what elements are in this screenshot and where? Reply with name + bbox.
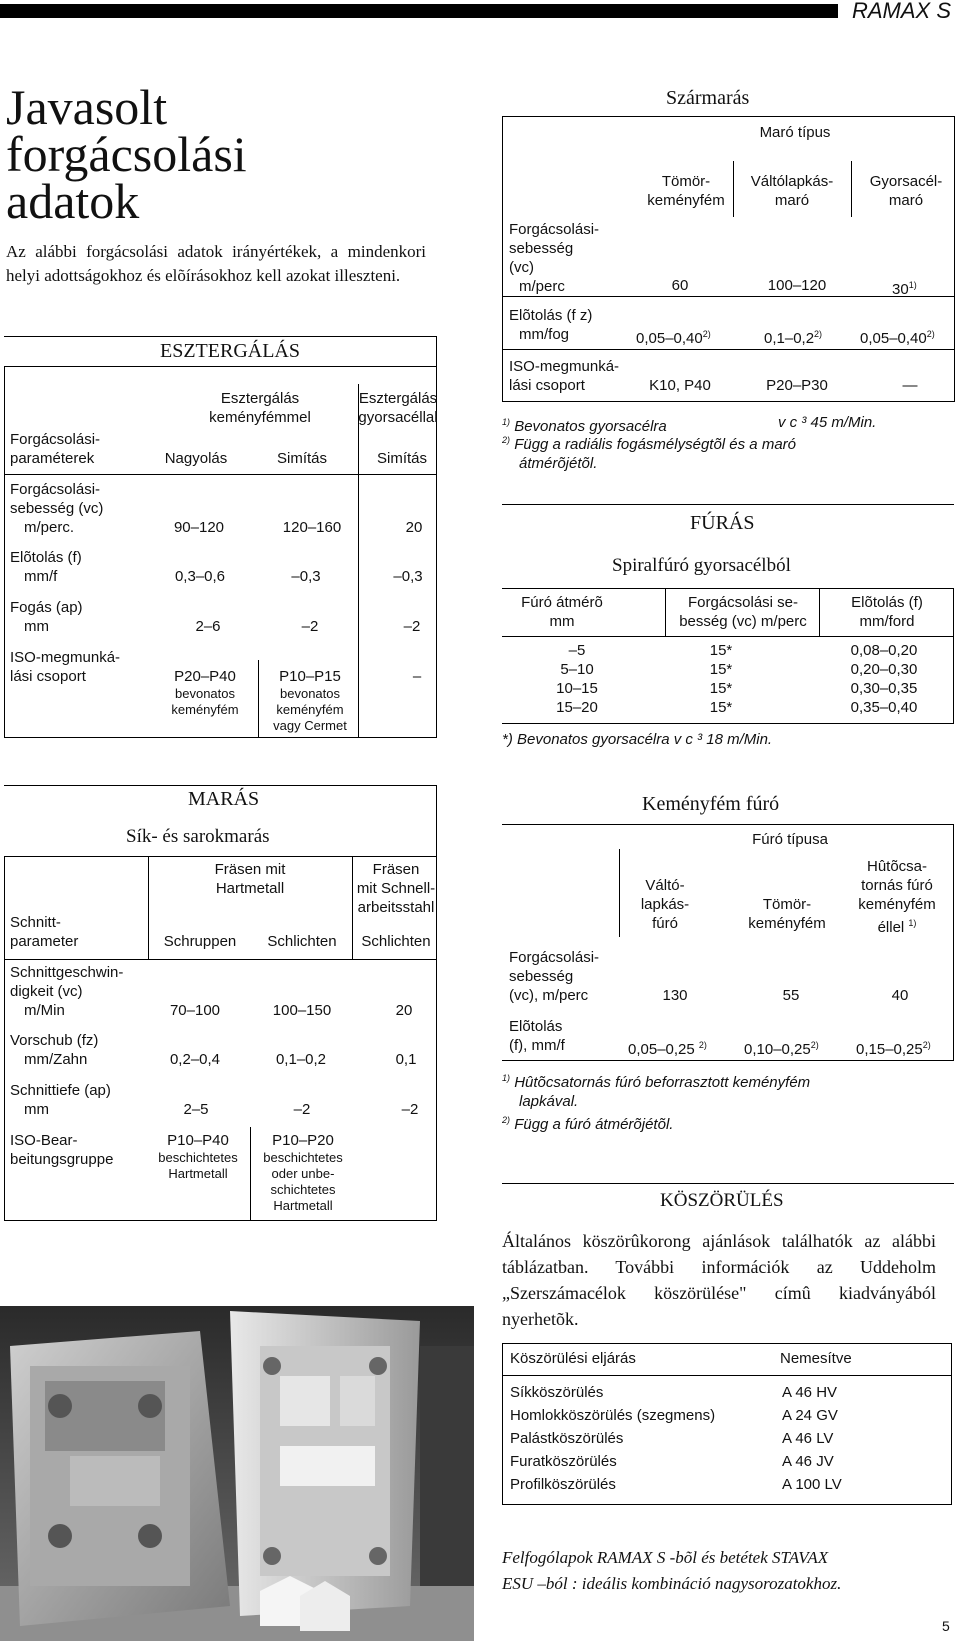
kemenyfem-col-3: Hûtõcsa- tornás fúró keményfém éllel $^{1)}$ bbox=[858, 858, 936, 936]
szarmaras-row1-label: Forgácsolási- sebesség (vc) m/perc bbox=[509, 221, 600, 295]
eszterga-row2-v1: 0,3–0,6 bbox=[174, 568, 226, 585]
furas-diam: –5 5–10 10–15 15–20 bbox=[556, 642, 598, 716]
maras-row1-v1: 70–100 bbox=[169, 1002, 221, 1019]
szarmaras-row1-v1: 60 bbox=[671, 277, 689, 294]
eszterga-row2-v2: –0,3 bbox=[291, 568, 321, 585]
table-row: Síkköszörülés bbox=[510, 1384, 604, 1401]
koszorules-text: Általános köszörûkorong ajánlások találhatók az alábbi táblázatban. További információk az Uddeholm „Szerszámacélok köszörülése" címû kiadványából nyerhetõk. bbox=[502, 1231, 936, 1329]
maras-sub-1: Schruppen bbox=[163, 933, 237, 950]
maras-row3-v2: –2 bbox=[293, 1101, 311, 1118]
kemenyfem-row2-v3: 0,15–0,25$^{2)}$ bbox=[856, 1040, 931, 1058]
kemenyfem-footnote-1: $^{1)}$ Hûtõcsatornás fúró beforrasztott keményfém lapkával. bbox=[502, 1073, 811, 1110]
title-line-2: forgácsolási bbox=[6, 126, 247, 182]
page-title bbox=[6, 79, 247, 229]
eszterga-row4-label: ISO-megmunká- lási csoport bbox=[10, 649, 121, 685]
szarmaras-row2-v3: 0,05–0,40$^{2)}$ bbox=[860, 329, 935, 347]
table-row: Profilköszörülés bbox=[510, 1476, 616, 1493]
maras-row2-label: Vorschub (fz) mm/Zahn bbox=[10, 1032, 99, 1068]
header-bar bbox=[0, 4, 838, 18]
eszterga-row4-c: – bbox=[412, 668, 422, 685]
eszterga-row2-label: Elõtolás (f) mm/f bbox=[10, 549, 82, 585]
furas-heading: FÚRÁS bbox=[690, 512, 755, 534]
eszterga-row1-v1: 90–120 bbox=[173, 519, 225, 536]
szarmaras-row2-v2: 0,1–0,2$^{2)}$ bbox=[764, 329, 823, 347]
szarmaras-col-3: Gyorsacél- maró bbox=[869, 173, 943, 209]
szarmaras-row3-label: ISO-megmunká- lási csoport bbox=[509, 358, 620, 394]
page-number: 5 bbox=[942, 1618, 950, 1634]
maras-row2-v2: 0,1–0,2 bbox=[275, 1051, 327, 1068]
koszorules-col2: Nemesítve bbox=[780, 1350, 852, 1367]
kemenyfem-col-1: Váltó- lapkás- fúró bbox=[640, 877, 690, 932]
szarmaras-col-2: Váltólapkás- maró bbox=[750, 173, 834, 209]
table-row: Palástköszörülés bbox=[510, 1430, 624, 1447]
eszterga-sub-1: Nagyolás bbox=[164, 450, 228, 467]
maras-row4-b: P10–P20 beschichtetes oder unbe- schichtetes Hartmetall bbox=[263, 1132, 343, 1213]
eszterga-group1: Esztergálás keményfémmel bbox=[209, 390, 311, 426]
maras-sub-3: Schlichten bbox=[361, 933, 431, 950]
intro-paragraph: Az alábbi forgácsolási adatok irányértékek, a mindenkori helyi adottságokhoz és elõírásokhoz kell azokat illeszteni. bbox=[6, 242, 426, 285]
koszorules-values: A 46 HV A 24 GV A 46 LV A 46 JV A 100 LV bbox=[782, 1384, 842, 1493]
szarmaras-footnote-1: $^{1)}$ Bevonatos gyorsacélra bbox=[502, 417, 667, 435]
eszterga-row3-v3: –2 bbox=[403, 618, 421, 635]
koszorules-heading: KÖSZÖRÜLÉS bbox=[660, 1190, 784, 1211]
furas-feed: 0,08–0,20 0,20–0,30 0,30–0,35 0,35–0,40 bbox=[850, 642, 918, 716]
koszorules-col1: Köszörülési eljárás bbox=[510, 1350, 636, 1367]
table-row: Furatköszörülés bbox=[510, 1453, 617, 1470]
maras-row3-v1: 2–5 bbox=[183, 1101, 209, 1118]
maras-heading: MARÁS bbox=[188, 788, 260, 810]
eszterga-sub-3: Simítás bbox=[376, 450, 427, 467]
kemenyfem-row1-v2: 55 bbox=[782, 987, 800, 1004]
furas-h2: Forgácsolási se- besség (vc) m/perc bbox=[679, 594, 807, 630]
eszterga-row1-label: Forgácsolási- sebesség (vc) m/perc. bbox=[10, 481, 104, 536]
eszterga-row1-v3: 20 bbox=[405, 519, 423, 536]
eszterga-row2-v3: –0,3 bbox=[393, 568, 423, 585]
eszterga-row3-v1: 2–6 bbox=[195, 618, 221, 635]
kemenyfem-row2-v2: 0,10–0,25$^{2)}$ bbox=[744, 1040, 819, 1058]
maras-row3-label: Schnittiefe (ap) mm bbox=[10, 1082, 111, 1118]
maras-sub-2: Schlichten bbox=[267, 933, 337, 950]
eszterga-row3-label: Fogás (ap) mm bbox=[10, 599, 83, 635]
maras-group2: Fräsen mit Schnell- arbeitsstahl bbox=[356, 861, 436, 916]
kemenyfem-col-2: Tömör- keményfém bbox=[748, 896, 826, 932]
furas-note: *) Bevonatos gyorsacélra v c ³ 18 m/Min. bbox=[502, 731, 773, 748]
szarmaras-heading: Szármarás bbox=[666, 87, 750, 109]
szarmaras-row1-v3: 30$^{1)}$ bbox=[892, 280, 917, 298]
eszterga-group2: Esztergálás gyorsacéllal bbox=[358, 390, 438, 426]
maras-param-label: Schnitt- parameter bbox=[10, 914, 79, 950]
maras-row2-v3: 0,1 bbox=[395, 1051, 417, 1068]
koszorules-methods bbox=[510, 1381, 715, 1496]
furas-subheading: Spiralfúró gyorsacélból bbox=[612, 555, 791, 576]
eszterga-row4-b: P10–P15 bevonatos keményfém vagy Cermet bbox=[273, 668, 347, 733]
table-row: Homlokköszörülés (szegmens) bbox=[510, 1407, 716, 1424]
title-line-1: Javasolt bbox=[6, 79, 168, 135]
kemenyfem-heading: Keményfém fúró bbox=[642, 793, 780, 815]
szarmaras-row3-v3: — bbox=[902, 377, 918, 394]
title-line-3: adatok bbox=[6, 173, 140, 229]
maras-row1-v2: 100–150 bbox=[272, 1002, 332, 1019]
maras-row4-label: ISO-Bear- beitungsgruppe bbox=[10, 1132, 114, 1168]
maras-row4-a: P10–P40 beschichtetes Hartmetall bbox=[158, 1132, 238, 1181]
kemenyfem-row2-v1: 0,05–0,25 $^{2)}$ bbox=[628, 1040, 707, 1058]
maras-row1-label: Schnittgeschwin- digkeit (vc) m/Min bbox=[10, 964, 124, 1019]
kemenyfem-row1-v1: 130 bbox=[662, 987, 688, 1004]
maras-row1-v3: 20 bbox=[395, 1002, 413, 1019]
szarmaras-footnote-1b: v c ³ 45 m/Min. bbox=[778, 414, 877, 431]
szarmaras-type-label: Maró típus bbox=[759, 124, 831, 141]
szarmaras-footnote-2: $^{2)}$ Függ a radiális fogásmélységtõl és a maró átmérõjétõl. bbox=[502, 435, 796, 472]
eszterga-param-label: Forgácsolási- paraméterek bbox=[10, 431, 101, 467]
szarmaras-row2-label: Elõtolás (f z) mm/fog bbox=[509, 307, 593, 343]
kemenyfem-row2-label: Elõtolás (f), mm/f bbox=[509, 1018, 565, 1054]
furas-h3: Elõtolás (f) mm/ford bbox=[851, 594, 923, 630]
eszterga-heading: ESZTERGÁLÁS bbox=[160, 340, 300, 362]
szarmaras-row3-v1: K10, P40 bbox=[649, 377, 711, 394]
header-brand: RAMAX S bbox=[852, 0, 952, 23]
szarmaras-row2-v1: 0,05–0,40$^{2)}$ bbox=[636, 329, 711, 347]
maras-subheading: Sík- és sarokmarás bbox=[126, 826, 270, 847]
photo-caption: Felfogólapok RAMAX S -bõl és betétek STAVAX ESU –ból : ideális kombináció nagysorozatokhoz. bbox=[502, 1548, 842, 1593]
mold-photo bbox=[0, 1306, 474, 1641]
szarmaras-row3-v2: P20–P30 bbox=[766, 377, 828, 394]
szarmaras-row1-v2: 100–120 bbox=[767, 277, 827, 294]
maras-row2-v1: 0,2–0,4 bbox=[169, 1051, 221, 1068]
eszterga-row4-a: P20–P40 bevonatos keményfém bbox=[171, 668, 239, 717]
szarmaras-col-1: Tömör- keményfém bbox=[647, 173, 725, 209]
maras-row3-v3: –2 bbox=[401, 1101, 419, 1118]
eszterga-sub-2: Simítás bbox=[276, 450, 327, 467]
furas-speed: 15* 15* 15* 15* bbox=[709, 642, 733, 716]
kemenyfem-type-label: Fúró típusa bbox=[752, 831, 828, 848]
eszterga-row1-v2: 120–160 bbox=[282, 519, 342, 536]
furas-h1: Fúró átmérõ mm bbox=[521, 594, 603, 630]
kemenyfem-footnote-2: $^{2)}$ Függ a fúró átmérõjétõl. bbox=[502, 1115, 674, 1133]
kemenyfem-row1-label: Forgácsolási- sebesség (vc), m/perc bbox=[509, 949, 600, 1004]
eszterga-row3-v2: –2 bbox=[301, 618, 319, 635]
kemenyfem-row1-v3: 40 bbox=[891, 987, 909, 1004]
maras-group1: Fräsen mit Hartmetall bbox=[214, 861, 286, 897]
